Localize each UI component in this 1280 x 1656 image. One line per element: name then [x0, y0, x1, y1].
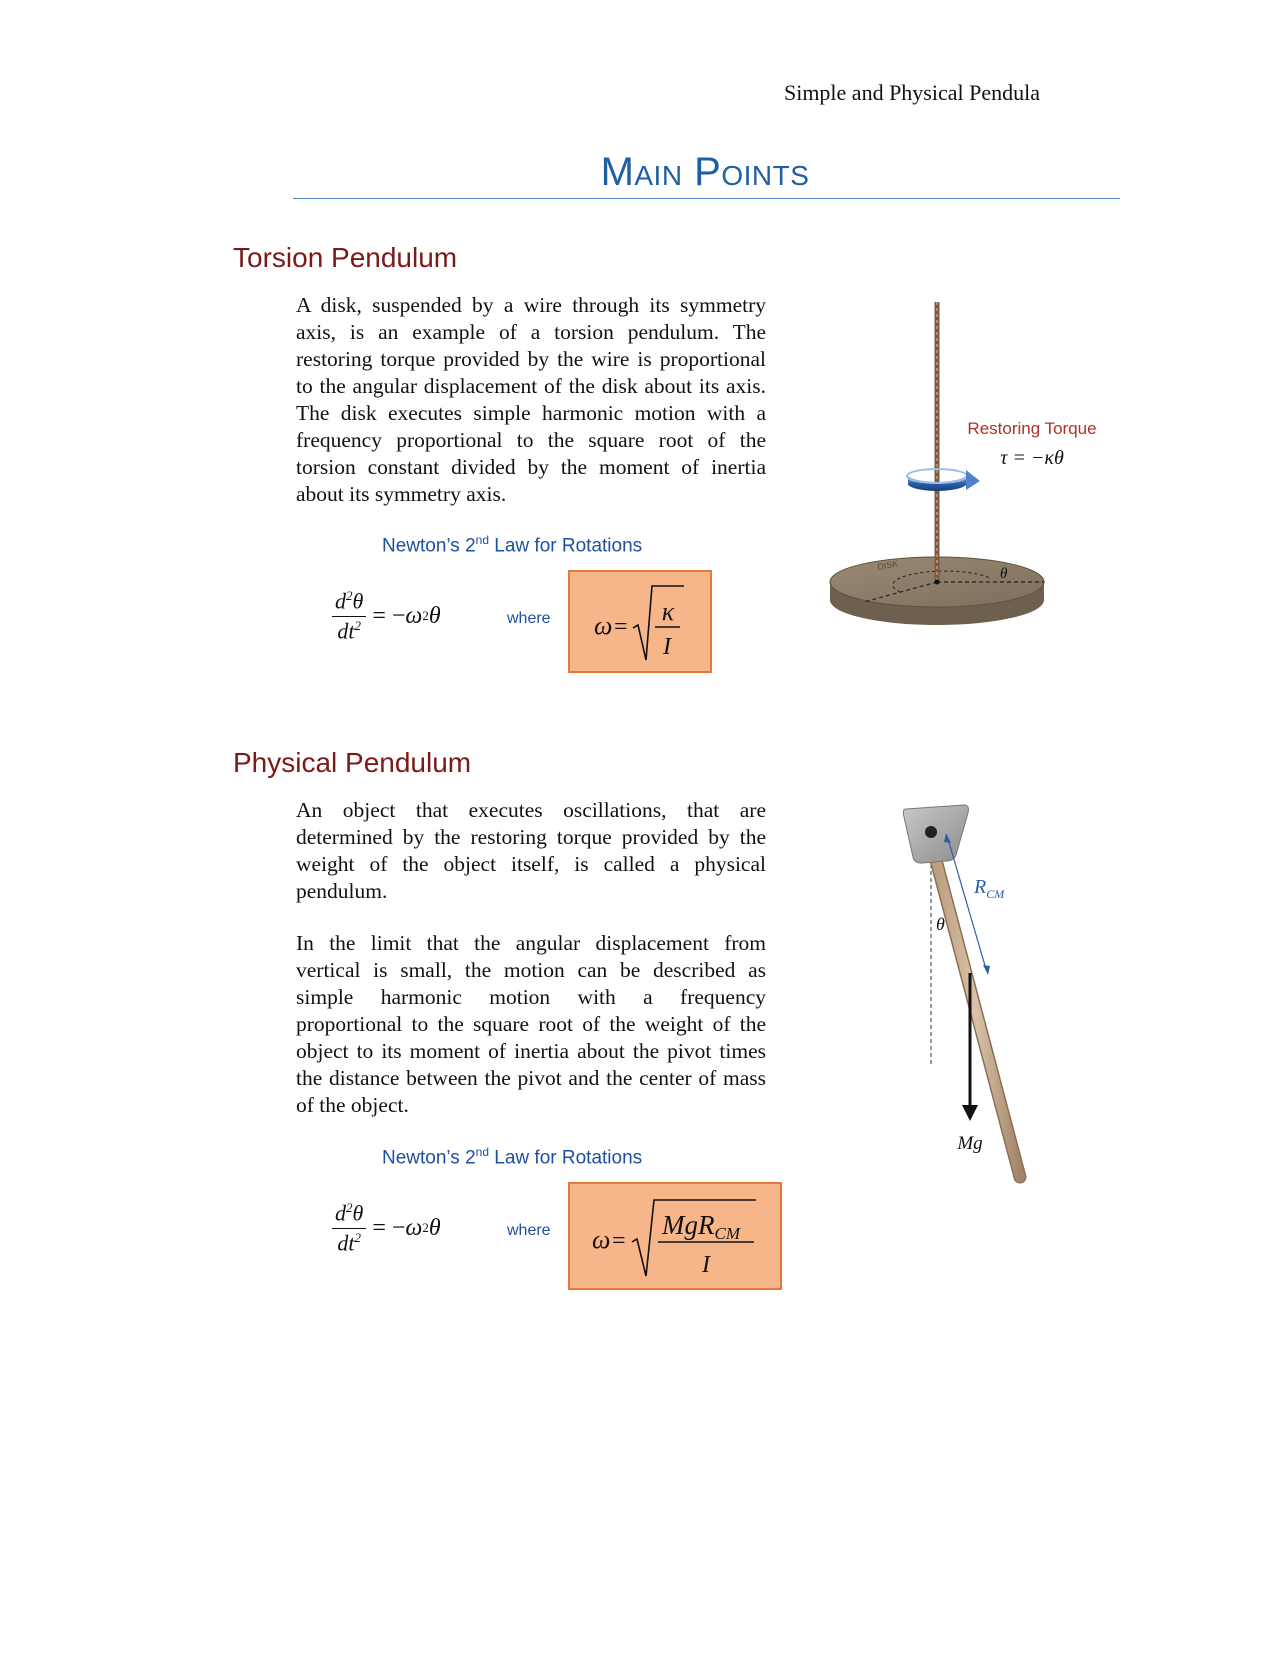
disk-label: DISK — [876, 558, 900, 572]
physical-frequency-formula — [570, 1184, 780, 1288]
svg-text:=: = — [612, 1228, 626, 1254]
physical-equation-of-motion: $\frac{d^2\theta}{dt^2}$ = − ω 2 θ — [332, 1200, 441, 1257]
torsion-theta-label: θ — [1000, 566, 1008, 582]
title-divider — [293, 198, 1120, 199]
restoring-torque-equation: τ = −κθ — [1000, 447, 1064, 469]
physical-where-label: where — [507, 1222, 551, 1239]
svg-text:MgRCM: MgRCM — [662, 1210, 740, 1243]
physical-heading: Physical Pendulum — [233, 747, 472, 778]
torsion-equation-of-motion: $\frac{d^2\theta}{dt^2}$ = − ω 2 θ — [332, 588, 441, 645]
svg-text:κ: κ — [661, 597, 675, 626]
pivot-point-icon — [925, 826, 937, 838]
torsion-paragraph: A disk, suspended by a wire through its symmetry axis, is an example of a torsion pendulum. The restoring torque provided by the wire is proportional to the angular displacement of the disk about its axis. The disk executes simple harmonic motion with a frequency proportional to the square root of the torsion constant divided by the moment of inertia about its symmetry axis. — [296, 293, 766, 506]
svg-text:I: I — [663, 634, 671, 660]
torsion-frequency-formula — [570, 572, 710, 671]
torsion-law-label: Newton’s 2nd Law for Rotations — [382, 533, 643, 557]
torsion-frequency-box — [568, 570, 712, 673]
physical-paragraph-2: In the limit that the angular displacement from vertical is small, the motion can be described as simple harmonic motion with a frequency proportional to the square root of the weight of the object to its moment of inertia about the pivot times the distance between the pivot and the center of mass of the object. — [296, 931, 766, 1117]
torsion-pendulum-figure — [820, 290, 1120, 630]
weight-arrow-head-icon — [962, 1105, 978, 1121]
rcm-label: $R_{CM}$ — [974, 876, 1005, 901]
page-title: Main Points — [600, 150, 810, 194]
physical-frequency-box — [568, 1182, 782, 1290]
weight-label: Mg — [957, 1133, 983, 1154]
svg-text:ω: ω — [594, 611, 613, 640]
physical-theta-label: θ — [936, 914, 945, 934]
physical-pendulum-figure — [880, 795, 1060, 1195]
svg-text:I: I — [702, 1252, 710, 1278]
torsion-heading: Torsion Pendulum — [233, 242, 458, 273]
torsion-where-label: where — [507, 610, 551, 627]
svg-text:ω: ω — [592, 1225, 611, 1254]
physical-law-label: Newton’s 2nd Law for Rotations — [382, 1145, 643, 1169]
physical-paragraph-1: An object that executes oscillations, that are determined by the restoring torque provided by the weight of the object itself, is called a physical pendulum. — [296, 798, 766, 903]
svg-text:=: = — [614, 614, 628, 640]
restoring-torque-label: Restoring Torque — [967, 419, 1097, 438]
running-header: Simple and Physical Pendula — [783, 80, 1040, 105]
